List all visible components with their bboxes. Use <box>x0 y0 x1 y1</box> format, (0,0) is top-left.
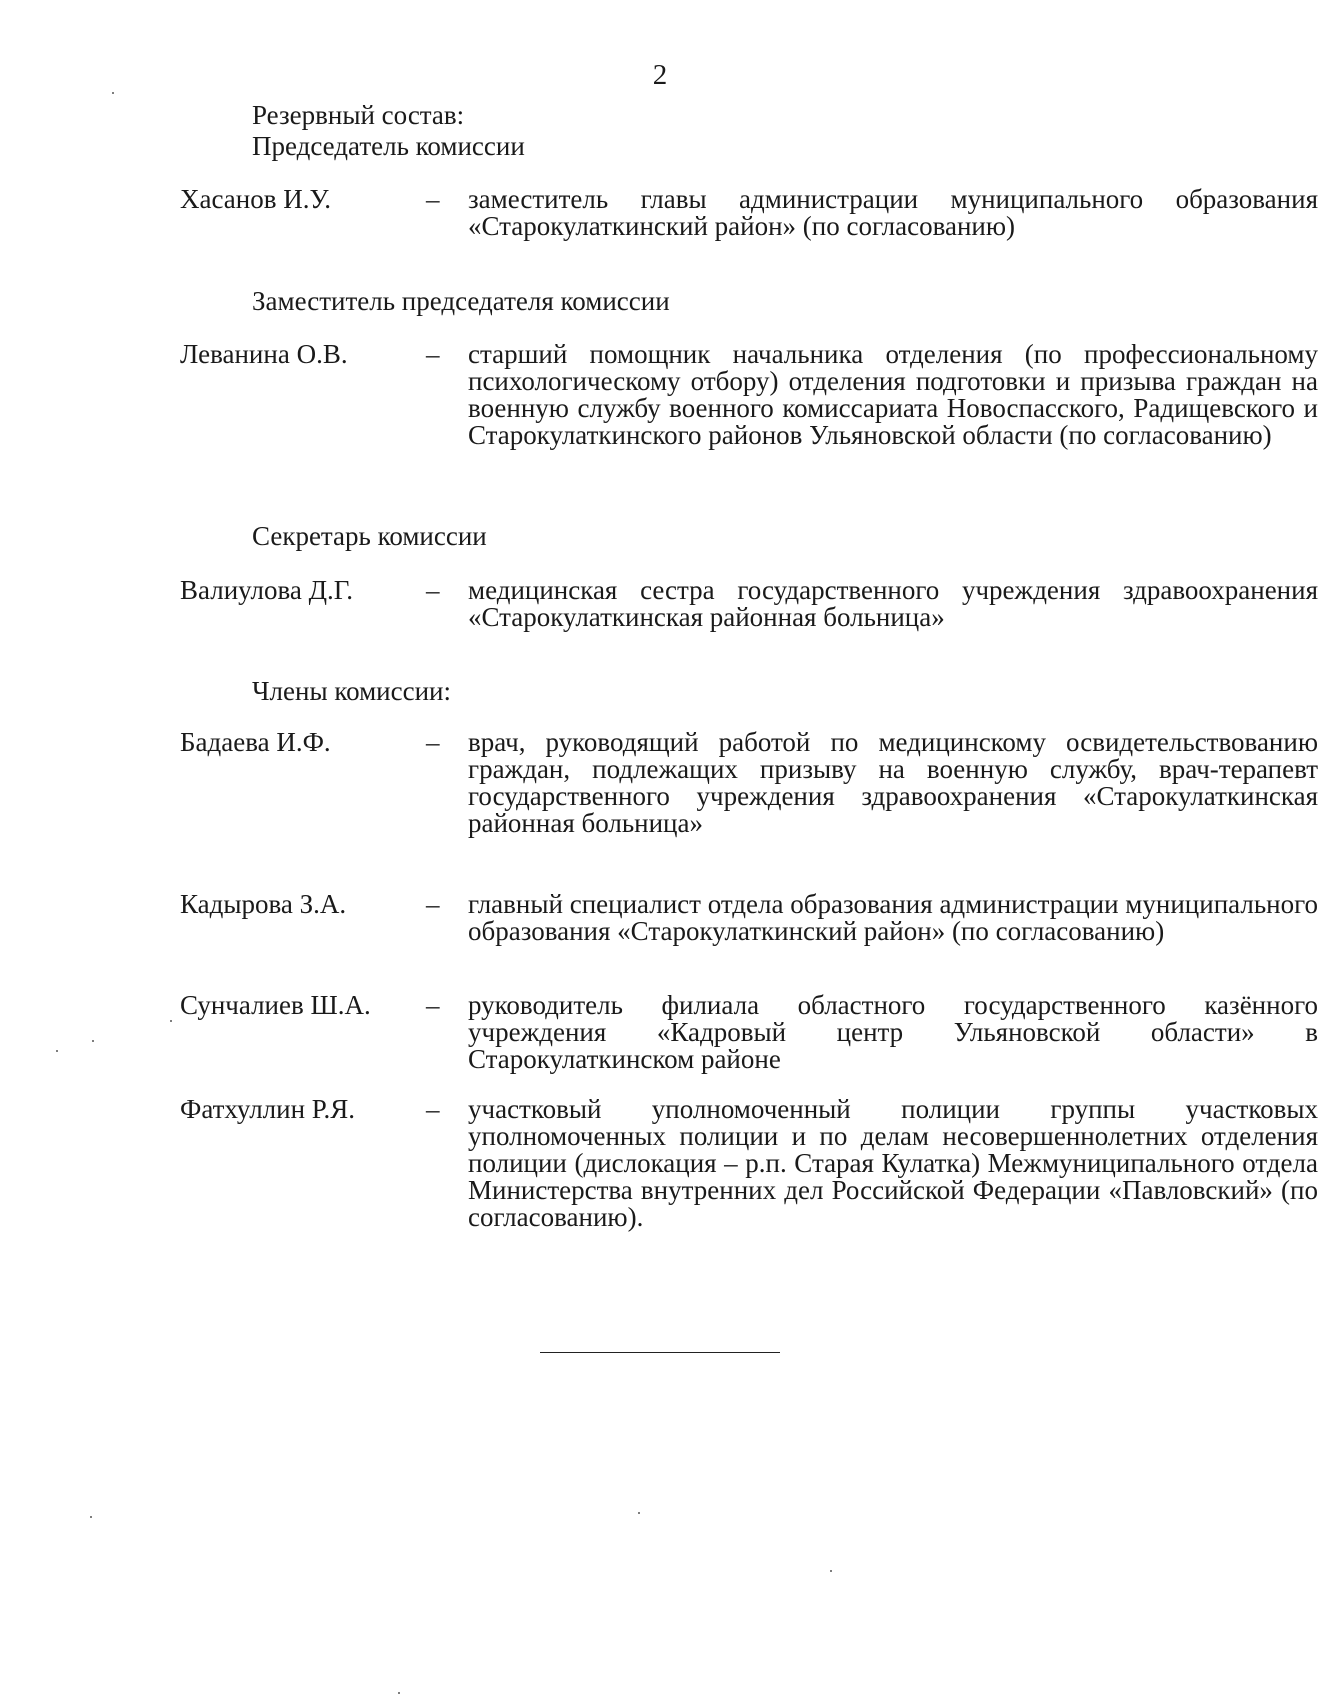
member-dash: – <box>426 575 440 605</box>
member-description: руководитель филиала областного государственного казённого учреждения «Кадровый центр Ульяновской области» в Старокулаткинском районе <box>468 990 1318 1074</box>
member-name: Фатхуллин Р.Я. <box>180 1094 355 1124</box>
member-description: главный специалист отдела образования администрации муниципального образования «Старокулаткинский район» (по согласованию) <box>468 889 1318 946</box>
section-heading-chairman: Председатель комиссии <box>252 131 525 161</box>
member-name: Бадаева И.Ф. <box>180 727 331 757</box>
member-dash: – <box>426 1094 440 1124</box>
section-heading-deputy-chairman: Заместитель председателя комиссии <box>252 286 670 316</box>
member-description: медицинская сестра государственного учреждения здравоохранения «Старокулаткинская районная больница» <box>468 575 1318 632</box>
member-entry <box>180 990 1318 1074</box>
member-entry-chairman <box>180 184 1318 241</box>
member-description: участковый уполномоченный полиции группы участковых уполномоченных полиции и по делам несовершеннолетних отделения полиции (дислокация – р.п. Старая Кулатка) Межмуниципального отдела Министерства внутренних дел Российской Федерации «Павловский» (по согласованию). <box>468 1094 1318 1232</box>
scan-speck <box>170 1020 172 1022</box>
end-rule <box>540 1352 780 1353</box>
member-entry-secretary <box>180 575 1318 632</box>
member-description: врач, руководящий работой по медицинскому освидетельствованию граждан, подлежащих призыву на военную службу, врач-терапевт государственного учреждения здравоохранения «Старокулаткинская районная больница» <box>468 727 1318 838</box>
member-name: Леванина О.В. <box>180 339 348 369</box>
page-number: 2 <box>652 59 668 91</box>
member-entry <box>180 889 1318 946</box>
scan-speck <box>56 1050 58 1052</box>
scan-speck <box>398 1692 400 1694</box>
member-dash: – <box>426 184 440 214</box>
member-description: старший помощник начальника отделения (по профессиональному психологическому отбору) отделения подготовки и призыва граждан на военную службу военного комиссариата Новоспасского, Радищевского и Старокулаткинского районов Ульяновской области (по согласованию) <box>468 339 1318 450</box>
scan-speck <box>112 92 114 94</box>
scan-speck <box>830 1570 832 1572</box>
member-name: Кадырова З.А. <box>180 889 347 919</box>
member-dash: – <box>426 889 440 919</box>
member-entry <box>180 727 1318 838</box>
member-dash: – <box>426 339 440 369</box>
member-name: Валиулова Д.Г. <box>180 575 354 605</box>
member-description: заместитель главы администрации муниципального образования «Старокулаткинский район» (по согласованию) <box>468 184 1318 241</box>
member-name: Хасанов И.У. <box>180 184 331 214</box>
scan-speck <box>90 1516 92 1518</box>
scan-speck <box>92 1040 94 1042</box>
section-heading-secretary: Секретарь комиссии <box>252 521 487 551</box>
reserve-heading: Резервный состав: <box>252 100 465 130</box>
scan-speck <box>638 1512 640 1514</box>
member-dash: – <box>426 990 440 1020</box>
member-entry-deputy-chairman <box>180 339 1318 450</box>
member-dash: – <box>426 727 440 757</box>
member-entry <box>180 1094 1318 1232</box>
section-heading-members: Члены комиссии: <box>252 676 451 706</box>
member-name: Сунчалиев Ш.А. <box>180 990 371 1020</box>
